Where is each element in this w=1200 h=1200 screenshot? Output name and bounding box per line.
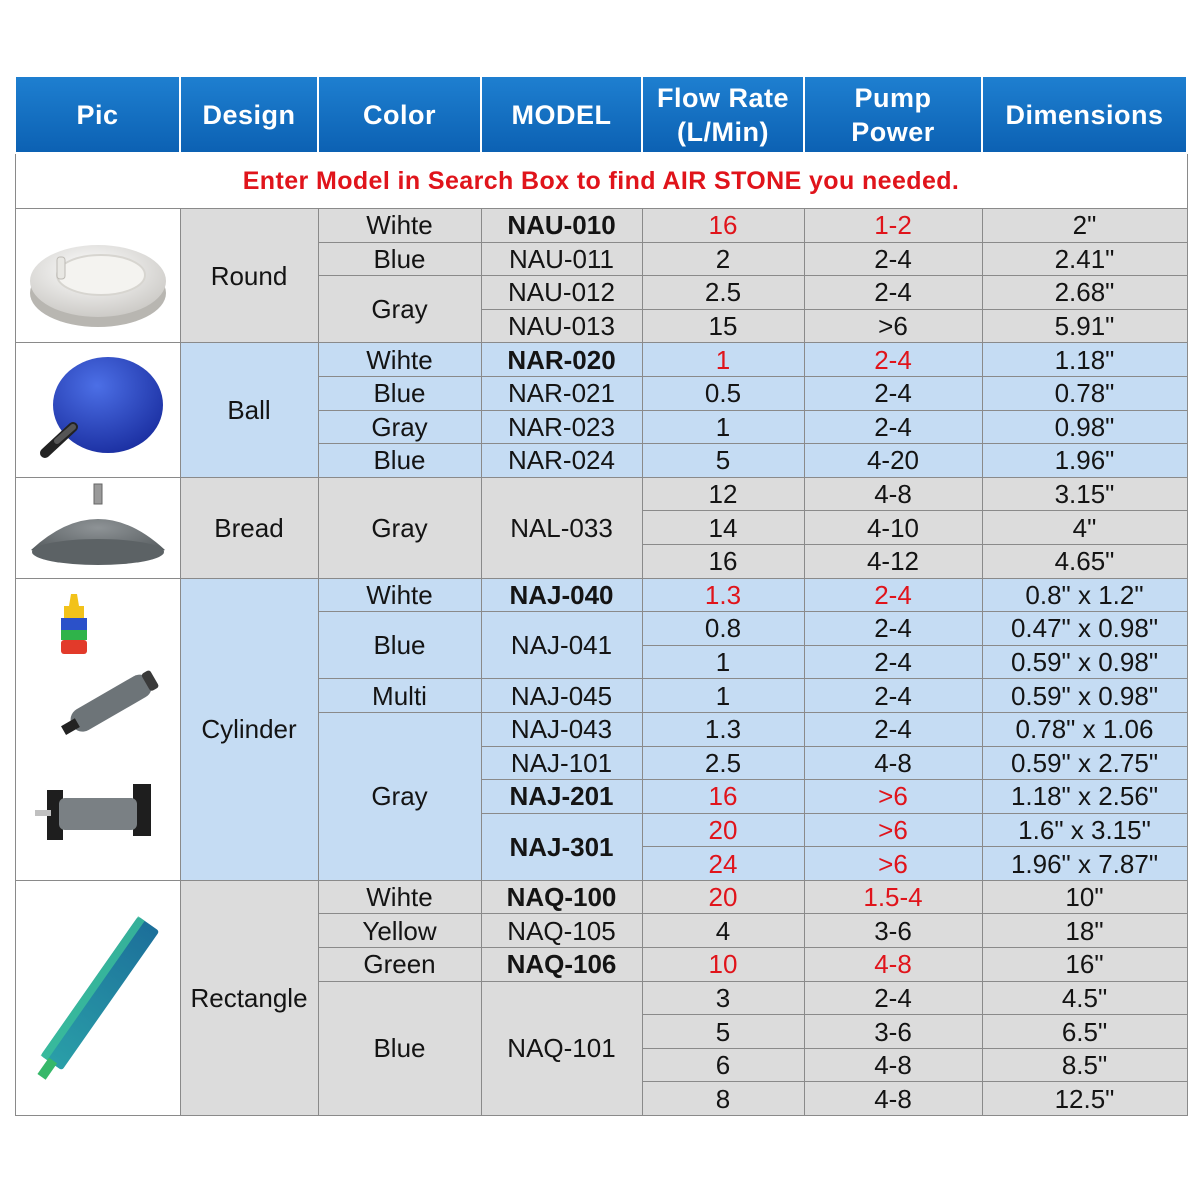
pump-cell: 2-4 <box>804 276 982 310</box>
model-cell: NAR-021 <box>481 376 642 410</box>
pump-cell: 2-4 <box>804 376 982 410</box>
flow-cell: 5 <box>642 1015 804 1049</box>
flow-cell: 1 <box>642 679 804 713</box>
pump-cell: 2-4 <box>804 410 982 444</box>
flow-cell: 2 <box>642 242 804 276</box>
color-cell: Gray <box>318 410 481 444</box>
dimensions-cell: 0.59" x 0.98" <box>982 679 1187 713</box>
header-dimensions: Dimensions <box>982 76 1187 153</box>
dimensions-cell: 6.5" <box>982 1015 1187 1049</box>
model-cell: NAR-024 <box>481 444 642 478</box>
dimensions-cell: 2" <box>982 209 1187 243</box>
pump-cell: 1.5-4 <box>804 880 982 914</box>
color-cell: Green <box>318 948 481 982</box>
pump-cell: >6 <box>804 309 982 343</box>
model-cell: NAQ-100 <box>481 880 642 914</box>
dimensions-cell: 10" <box>982 880 1187 914</box>
color-cell: Gray <box>318 477 481 578</box>
dimensions-cell: 3.15" <box>982 477 1187 511</box>
flow-cell: 2.5 <box>642 746 804 780</box>
model-cell: NAR-020 <box>481 343 642 377</box>
search-notice: Enter Model in Search Box to find AIR STONE you needed. <box>15 153 1187 209</box>
model-cell: NAJ-041 <box>481 612 642 679</box>
flow-cell: 20 <box>642 813 804 847</box>
model-cell: NAQ-101 <box>481 981 642 1115</box>
bread-dome-air-stone-icon <box>15 477 180 578</box>
header-pump-line1: Pump <box>854 82 932 113</box>
pump-cell: 4-8 <box>804 948 982 982</box>
flow-cell: 10 <box>642 948 804 982</box>
dimensions-cell: 16" <box>982 948 1187 982</box>
table-row <box>15 209 1187 243</box>
table-row <box>15 880 1187 914</box>
dimensions-cell: 0.78" <box>982 376 1187 410</box>
round-disc-air-stone-icon <box>15 209 180 343</box>
dimensions-cell: 8.5" <box>982 1048 1187 1082</box>
dimensions-cell: 1.96" x 7.87" <box>982 847 1187 881</box>
flow-cell: 2.5 <box>642 276 804 310</box>
pump-cell: 2-4 <box>804 712 982 746</box>
flow-cell: 1.3 <box>642 712 804 746</box>
header-flow-rate <box>642 76 804 153</box>
pump-cell: 4-8 <box>804 1082 982 1116</box>
dimensions-cell: 1.18" <box>982 343 1187 377</box>
color-cell: Blue <box>318 612 481 679</box>
color-cell: Gray <box>318 276 481 343</box>
pump-cell: 3-6 <box>804 914 982 948</box>
flow-cell: 1 <box>642 410 804 444</box>
pump-cell: >6 <box>804 780 982 814</box>
header-flow-line2: (L/Min) <box>677 116 769 147</box>
dimensions-cell: 4.5" <box>982 981 1187 1015</box>
model-cell: NAU-011 <box>481 242 642 276</box>
dimensions-cell: 0.47" x 0.98" <box>982 612 1187 646</box>
model-cell: NAJ-301 <box>481 813 642 880</box>
model-cell: NAU-012 <box>481 276 642 310</box>
model-cell: NAJ-201 <box>481 780 642 814</box>
flow-cell: 3 <box>642 981 804 1015</box>
model-cell: NAQ-106 <box>481 948 642 982</box>
model-cell: NAU-013 <box>481 309 642 343</box>
pump-cell: 2-4 <box>804 612 982 646</box>
flow-cell: 16 <box>642 544 804 578</box>
pump-cell: 2-4 <box>804 343 982 377</box>
flow-cell: 16 <box>642 209 804 243</box>
color-cell: Wihte <box>318 578 481 612</box>
design-cell: Cylinder <box>180 578 318 880</box>
dimensions-cell: 4" <box>982 511 1187 545</box>
dimensions-cell: 0.78" x 1.06 <box>982 712 1187 746</box>
flow-cell: 0.8 <box>642 612 804 646</box>
model-cell: NAL-033 <box>481 477 642 578</box>
header-pump-power <box>804 76 982 153</box>
model-cell: NAR-023 <box>481 410 642 444</box>
notice-row <box>15 153 1187 209</box>
flow-cell: 20 <box>642 880 804 914</box>
pump-cell: 4-8 <box>804 1048 982 1082</box>
model-cell: NAU-010 <box>481 209 642 243</box>
header-pic: Pic <box>15 76 180 153</box>
flow-cell: 6 <box>642 1048 804 1082</box>
pump-cell: 4-8 <box>804 746 982 780</box>
dimensions-cell: 4.65" <box>982 544 1187 578</box>
pump-cell: 2-4 <box>804 578 982 612</box>
model-cell: NAJ-043 <box>481 712 642 746</box>
pump-cell: 1-2 <box>804 209 982 243</box>
color-cell: Gray <box>318 712 481 880</box>
pump-cell: 3-6 <box>804 1015 982 1049</box>
pump-cell: 2-4 <box>804 981 982 1015</box>
dimensions-cell: 1.18" x 2.56" <box>982 780 1187 814</box>
table-row <box>15 578 1187 612</box>
model-cell: NAJ-101 <box>481 746 642 780</box>
dimensions-cell: 1.6" x 3.15" <box>982 813 1187 847</box>
color-cell: Multi <box>318 679 481 713</box>
model-cell: NAJ-045 <box>481 679 642 713</box>
header-design: Design <box>180 76 318 153</box>
color-cell: Blue <box>318 444 481 478</box>
color-cell: Blue <box>318 376 481 410</box>
header-pump-line2: Power <box>851 116 935 147</box>
flow-cell: 15 <box>642 309 804 343</box>
dimensions-cell: 18" <box>982 914 1187 948</box>
header-color: Color <box>318 76 481 153</box>
dimensions-cell: 0.59" x 0.98" <box>982 645 1187 679</box>
dimensions-cell: 0.98" <box>982 410 1187 444</box>
pump-cell: >6 <box>804 847 982 881</box>
color-cell: Wihte <box>318 880 481 914</box>
design-cell: Ball <box>180 343 318 477</box>
dimensions-cell: 5.91" <box>982 309 1187 343</box>
flow-cell: 12 <box>642 477 804 511</box>
air-stone-spec-sheet <box>14 75 1188 1116</box>
color-cell: Yellow <box>318 914 481 948</box>
pump-cell: 4-8 <box>804 477 982 511</box>
rectangle-bar-air-stone-icon <box>15 880 180 1115</box>
table-row <box>15 343 1187 377</box>
pump-cell: >6 <box>804 813 982 847</box>
pump-cell: 4-10 <box>804 511 982 545</box>
flow-cell: 1 <box>642 343 804 377</box>
dimensions-cell: 1.96" <box>982 444 1187 478</box>
header-flow-line1: Flow Rate <box>656 82 789 113</box>
design-cell: Rectangle <box>180 880 318 1115</box>
color-cell: Blue <box>318 242 481 276</box>
dimensions-cell: 0.59" x 2.75" <box>982 746 1187 780</box>
color-cell: Blue <box>318 981 481 1115</box>
color-cell: Wihte <box>318 209 481 243</box>
flow-cell: 14 <box>642 511 804 545</box>
cylinder-air-stone-icon <box>15 578 180 880</box>
design-cell: Round <box>180 209 318 343</box>
dimensions-cell: 12.5" <box>982 1082 1187 1116</box>
dimensions-cell: 2.41" <box>982 242 1187 276</box>
pump-cell: 4-20 <box>804 444 982 478</box>
pump-cell: 2-4 <box>804 242 982 276</box>
design-cell: Bread <box>180 477 318 578</box>
flow-cell: 16 <box>642 780 804 814</box>
model-cell: NAJ-040 <box>481 578 642 612</box>
header-model: MODEL <box>481 76 642 153</box>
color-cell: Wihte <box>318 343 481 377</box>
flow-cell: 8 <box>642 1082 804 1116</box>
table-row <box>15 477 1187 511</box>
header-row <box>15 76 1187 153</box>
flow-cell: 5 <box>642 444 804 478</box>
dimensions-cell: 2.68" <box>982 276 1187 310</box>
flow-cell: 0.5 <box>642 376 804 410</box>
dimensions-cell: 0.8" x 1.2" <box>982 578 1187 612</box>
model-cell: NAQ-105 <box>481 914 642 948</box>
flow-cell: 4 <box>642 914 804 948</box>
pump-cell: 4-12 <box>804 544 982 578</box>
blue-ball-air-stone-icon <box>15 343 180 477</box>
flow-cell: 24 <box>642 847 804 881</box>
flow-cell: 1.3 <box>642 578 804 612</box>
pump-cell: 2-4 <box>804 679 982 713</box>
pump-cell: 2-4 <box>804 645 982 679</box>
air-stone-table <box>14 75 1188 1116</box>
flow-cell: 1 <box>642 645 804 679</box>
